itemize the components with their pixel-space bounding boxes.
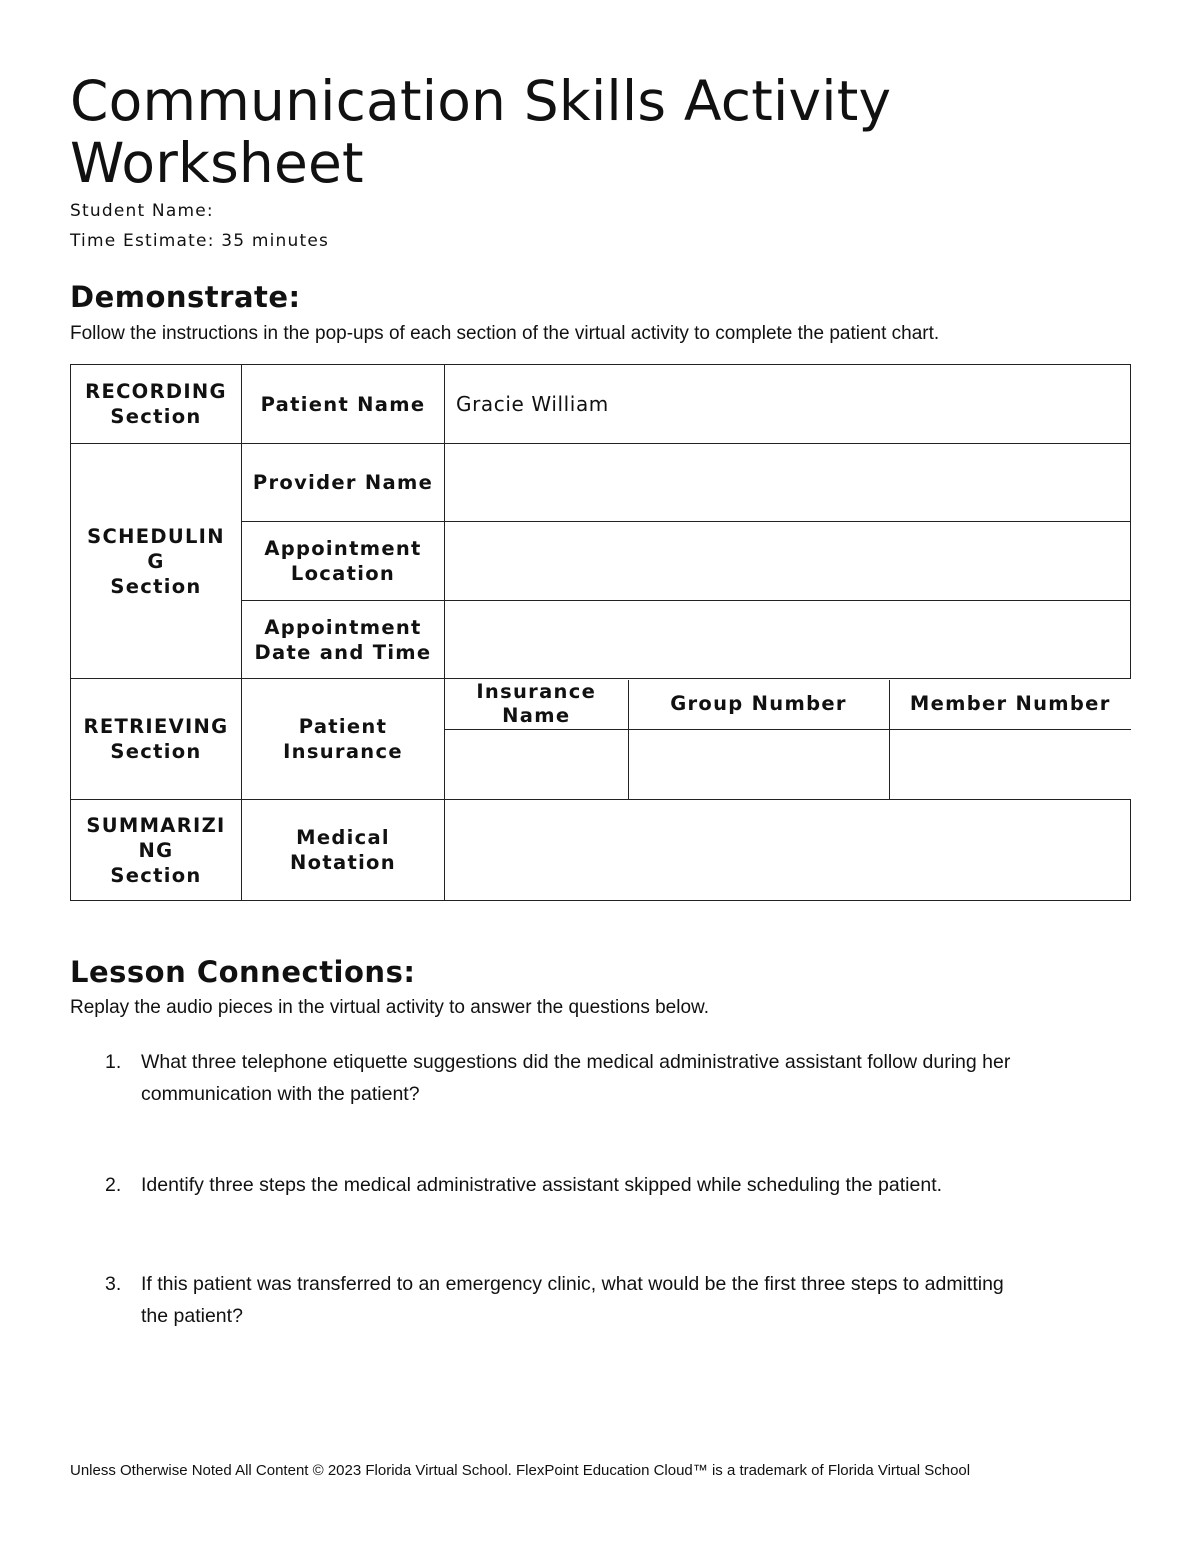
retrieving-section-suffix: Section	[110, 740, 202, 763]
appointment-datetime-label	[242, 601, 445, 679]
demonstrate-instructions: Follow the instructions in the pop-ups of each section of the virtual activity to complete the patient chart.	[70, 323, 940, 344]
patient-insurance-label-line2: Insurance	[283, 740, 403, 763]
medical-notation-value[interactable]	[445, 800, 1131, 901]
recording-section-suffix: Section	[110, 405, 202, 428]
appointment-location-label	[242, 522, 445, 601]
summarizing-section-suffix: Section	[110, 863, 202, 887]
patient-insurance-label-line1: Patient	[298, 715, 388, 738]
question-item	[70, 1169, 1130, 1201]
retrieving-section-word: RETRIEVING	[83, 715, 229, 738]
retrieving-section-label	[71, 679, 242, 800]
demonstrate-heading: Demonstrate:	[70, 280, 301, 314]
insurance-value-row	[445, 729, 1131, 799]
insurance-name-header-line1: Insurance	[476, 680, 597, 703]
question-number: 1.	[105, 1051, 122, 1073]
patient-name-value[interactable]: Gracie William	[445, 365, 1131, 444]
appointment-datetime-label-line2: Date and Time	[254, 640, 432, 664]
medical-notation-label	[242, 800, 445, 901]
retrieving-row	[71, 679, 1131, 800]
question-list	[70, 1046, 1130, 1391]
summarizing-section-word-part1: SUMMARIZI	[86, 813, 226, 837]
provider-row	[71, 444, 1131, 522]
time-estimate: Time Estimate: 35 minutes	[70, 231, 330, 251]
insurance-subtable-cell	[445, 679, 1131, 800]
lesson-instructions: Replay the audio pieces in the virtual activity to answer the questions below.	[70, 997, 709, 1018]
question-text-line2: communication with the patient?	[141, 1083, 420, 1105]
patient-insurance-label	[242, 679, 445, 800]
patient-name-label: Patient Name	[242, 365, 445, 444]
question-text-line2: the patient?	[141, 1305, 243, 1327]
member-number-value[interactable]	[889, 729, 1131, 799]
appointment-location-label-line2: Location	[290, 562, 396, 585]
provider-name-value[interactable]	[445, 444, 1131, 522]
patient-chart-table	[70, 364, 1131, 901]
appointment-datetime-label-line1: Appointment	[264, 615, 422, 639]
title-line-2: Worksheet	[70, 131, 364, 195]
question-text-line1: Identify three steps the medical administrative assistant skipped while scheduling the patient.	[141, 1174, 943, 1196]
recording-section-label	[71, 365, 242, 444]
scheduling-section-word-part2: G	[147, 549, 165, 573]
appointment-location-value[interactable]	[445, 522, 1131, 601]
copyright-footer: Unless Otherwise Noted All Content © 2023 Florida Virtual School. FlexPoint Education Cloud™ is a trademark of Florida Virtual School	[70, 1462, 971, 1479]
appointment-location-label-line1: Appointment	[264, 537, 422, 560]
question-number: 2.	[105, 1174, 122, 1196]
medical-notation-label-line1: Medical	[296, 826, 390, 849]
question-item	[70, 1046, 1130, 1110]
group-number-header: Group Number	[628, 680, 889, 730]
summarizing-row	[71, 800, 1131, 901]
insurance-name-header-line2: Name	[502, 704, 571, 727]
question-text-line1: If this patient was transferred to an emergency clinic, what would be the first three steps to admitting	[141, 1273, 1004, 1295]
recording-row	[71, 365, 1131, 444]
scheduling-section-word-part1: SCHEDULIN	[87, 524, 225, 548]
insurance-header-row	[445, 680, 1131, 730]
insurance-name-value[interactable]	[445, 729, 628, 799]
appointment-datetime-value[interactable]	[445, 601, 1131, 679]
question-item	[70, 1268, 1130, 1332]
medical-notation-label-line2: Notation	[290, 851, 396, 874]
provider-name-label: Provider Name	[242, 444, 445, 522]
insurance-name-header	[445, 680, 628, 730]
student-name-label: Student Name:	[70, 201, 214, 221]
member-number-header: Member Number	[889, 680, 1131, 730]
insurance-subtable	[445, 680, 1131, 799]
title-line-1: Communication Skills Activity	[70, 69, 892, 133]
question-number: 3.	[105, 1273, 122, 1295]
lesson-connections-heading: Lesson Connections:	[70, 955, 416, 989]
group-number-value[interactable]	[628, 729, 889, 799]
scheduling-section-label	[71, 444, 242, 679]
summarizing-section-label	[71, 800, 242, 901]
question-text-line1: What three telephone etiquette suggestions did the medical administrative assistant follow during her	[141, 1051, 1011, 1073]
recording-section-word: RECORDING	[85, 380, 227, 403]
page-title	[70, 70, 1070, 194]
scheduling-section-suffix: Section	[110, 574, 202, 598]
summarizing-section-word-part2: NG	[138, 838, 174, 862]
